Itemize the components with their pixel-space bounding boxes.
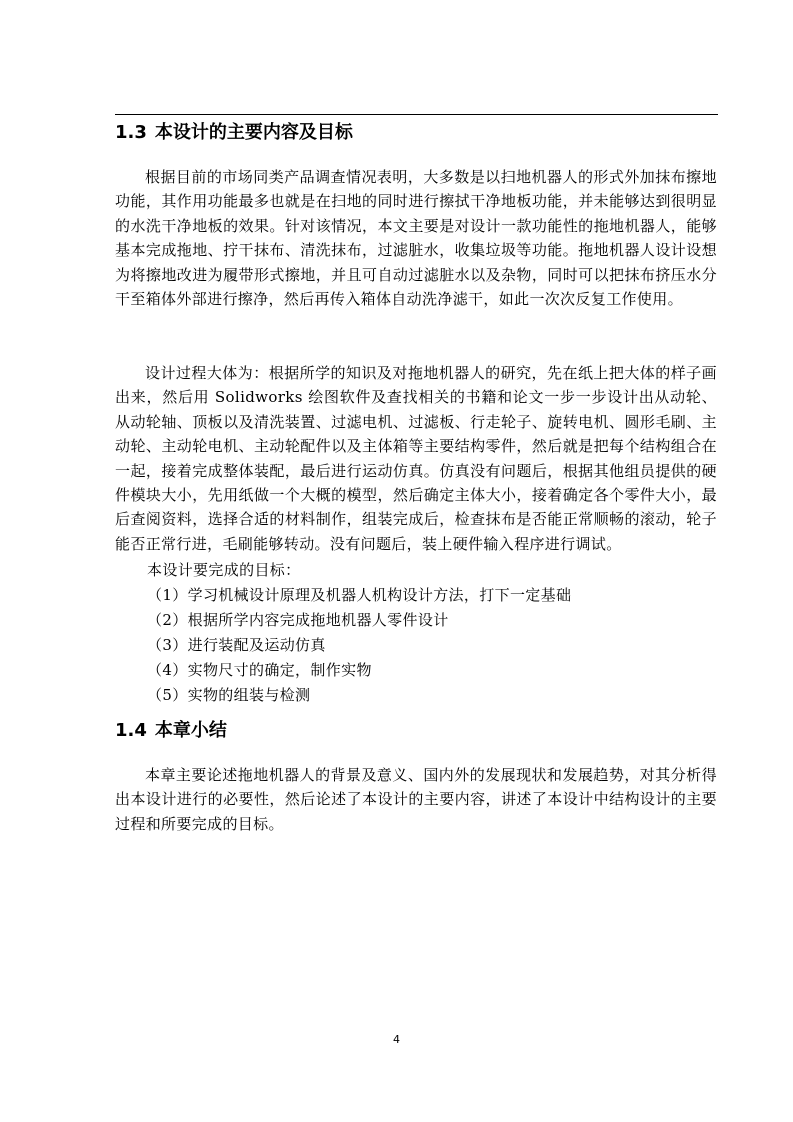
section-title: 本设计的主要内容及目标 bbox=[154, 122, 353, 143]
section-number: 1.4 bbox=[115, 720, 147, 741]
body-paragraph: 本章主要论述拖地机器人的背景及意义、国内外的发展现状和发展趋势，对其分析得出本设计进行的必要性，然后论述了本设计的主要内容，讲述了本设计中结构设计的主要过程和所要完成的目标。 bbox=[115, 766, 717, 833]
body-paragraph: 根据目前的市场同类产品调查情况表明，大多数是以扫地机器人的形式外加抹布擦地功能，其作用功能最多也就是在扫地的同时进行擦拭干净地板功能，并未能够达到很明显的水洗干净地板的效果。针对该情况，本文主要是对设计一款功能性的拖地机器人，能够基本完成拖地、拧干抹布、清洗抹布，过滤脏水，收集垃圾等功能。拖地机器人设计设想为将擦地改进为履带形式擦地，并且可自动过滤脏水以及杂物，同时可以把抹布挤压水分干至箱体外部进行擦净，然后再传入箱体自动洗净滤干，如此一次次反复工作使用。 bbox=[115, 168, 717, 309]
page-number: 4 bbox=[393, 1033, 400, 1046]
header-rule bbox=[115, 114, 718, 115]
section-title: 本章小结 bbox=[154, 720, 227, 741]
section-heading-1-3 bbox=[115, 120, 353, 146]
goal-item: （1）学习机械设计原理及机器人机构设计方法，打下一定基础 bbox=[147, 586, 572, 604]
body-paragraph: 设计过程大体为：根据所学的知识及对拖地机器人的研究，先在纸上把大体的样子画出来，然后用 Solidworks 绘图软件及查找相关的书籍和论文一步一步设计出从动轮、从动轮轴、顶板以及清洗装置、过滤电机、过滤板、行走轮子、旋转电机、圆形毛刷、主动轮、主动轮电机、主动轮配件以及主体箱等主要结构零件，然后就是把每个结构组合在一起，接着完成整体装配，最后进行运动仿真。仿真没有问题后，根据其他组员提供的硬件模块大小，先用纸做一个大概的模型，然后确定主体大小，接着确定各个零件大小，最后查阅资料，选择合适的材料制作，组装完成后，检查抹布是否能正常顺畅的滚动，轮子能否正常行进，毛刷能够转动。没有问题后，装上硬件输入程序进行调试。 bbox=[115, 364, 717, 553]
goal-item: （5）实物的组装与检测 bbox=[147, 686, 311, 704]
goal-item: （3）进行装配及运动仿真 bbox=[147, 636, 326, 654]
goals-intro: 本设计要完成的目标： bbox=[147, 561, 301, 579]
goal-item: （2）根据所学内容完成拖地机器人零件设计 bbox=[147, 611, 449, 629]
goal-item: （4）实物尺寸的确定，制作实物 bbox=[147, 661, 372, 679]
section-heading-1-4 bbox=[115, 718, 227, 744]
section-number: 1.3 bbox=[115, 122, 147, 143]
